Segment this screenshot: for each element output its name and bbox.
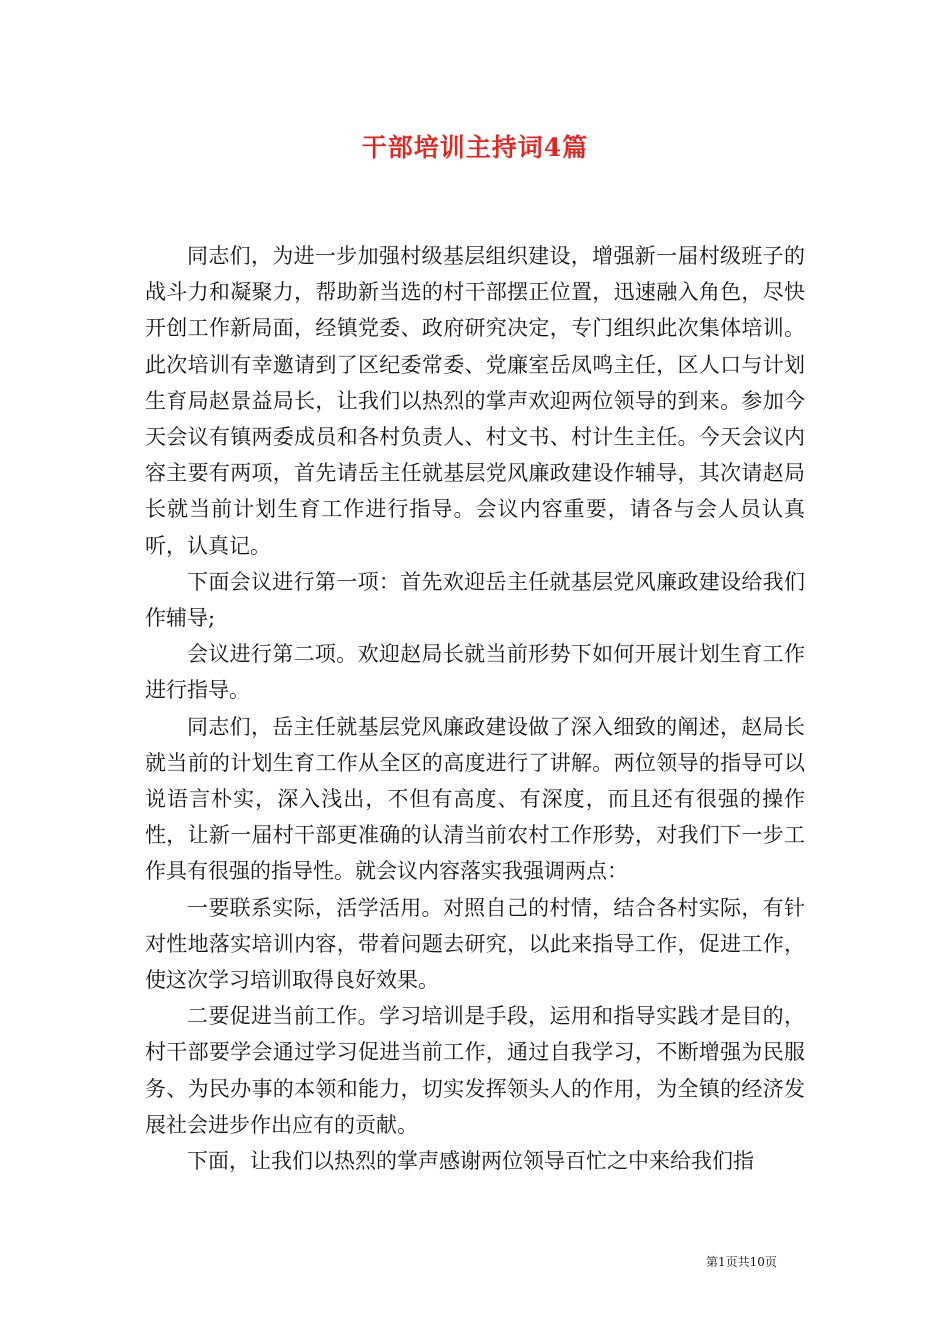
paragraph-closing: 下面，让我们以热烈的掌声感谢两位领导百忙之中来给我们指 bbox=[187, 1149, 754, 1174]
page-number-footer: 第1页共10页 bbox=[706, 1255, 777, 1269]
paragraph-point-two: 二要促进当前工作。学习培训是手段，运用和指导实践才是目的，村干部要学会通过学习促进当前工作，通过自我学习，不断增强为民服务、为民办事的本领和能力，切实发挥领头人的作用，为全镇的经济发展社会进步作出应有的贡献。 bbox=[145, 1004, 805, 1137]
paragraph-item-two: 会议进行第二项。欢迎赵局长就当前形势下如何开展计划生育工作进行指导。 bbox=[145, 642, 805, 703]
paragraph-item-one: 下面会议进行第一项：首先欢迎岳主任就基层党风廉政建设给我们作辅导; bbox=[145, 569, 805, 631]
paragraph-summary: 同志们，岳主任就基层党风廉政建设做了深入细致的阐述，赵局长就当前的计划生育工作从全区的高度进行了讲解。两位领导的指导可以说语言朴实，深入浅出，不但有高度、有深度，而且还有很强的操作性，让新一届村干部更准确的认清当前农村工作形势，对我们下一步工作具有很强的指导性。就会议内容落实我强调两点： bbox=[145, 714, 805, 884]
document-title: 干部培训主持词4篇 bbox=[361, 133, 589, 162]
paragraph-opening: 同志们，为进一步加强村级基层组织建设，增强新一届村级班子的战斗力和凝聚力，帮助新当选的村干部摆正位置，迅速融入角色，尽快开创工作新局面，经镇党委、政府研究决定，专门组织此次集体培训。此次培训有幸邀请到了区纪委常委、党廉室岳凤鸣主任，区人口与计划生育局赵景益局长，让我们以热烈的掌声欢迎两位领导的到来。参加今天会议有镇两委成员和各村负责人、村文书、村计生主任。今天会议内容主要有两项，首先请岳主任就基层党风廉政建设作辅导，其次请赵局长就当前计划生育工作进行指导。会议内容重要，请各与会人员认真听，认真记。 bbox=[145, 244, 805, 558]
document-body bbox=[145, 238, 805, 1179]
paragraph-point-one: 一要联系实际，活学活用。对照自己的村情，结合各村实际，有针对性地落实培训内容，带着问题去研究，以此来指导工作，促进工作，使这次学习培训取得良好效果。 bbox=[145, 895, 805, 993]
